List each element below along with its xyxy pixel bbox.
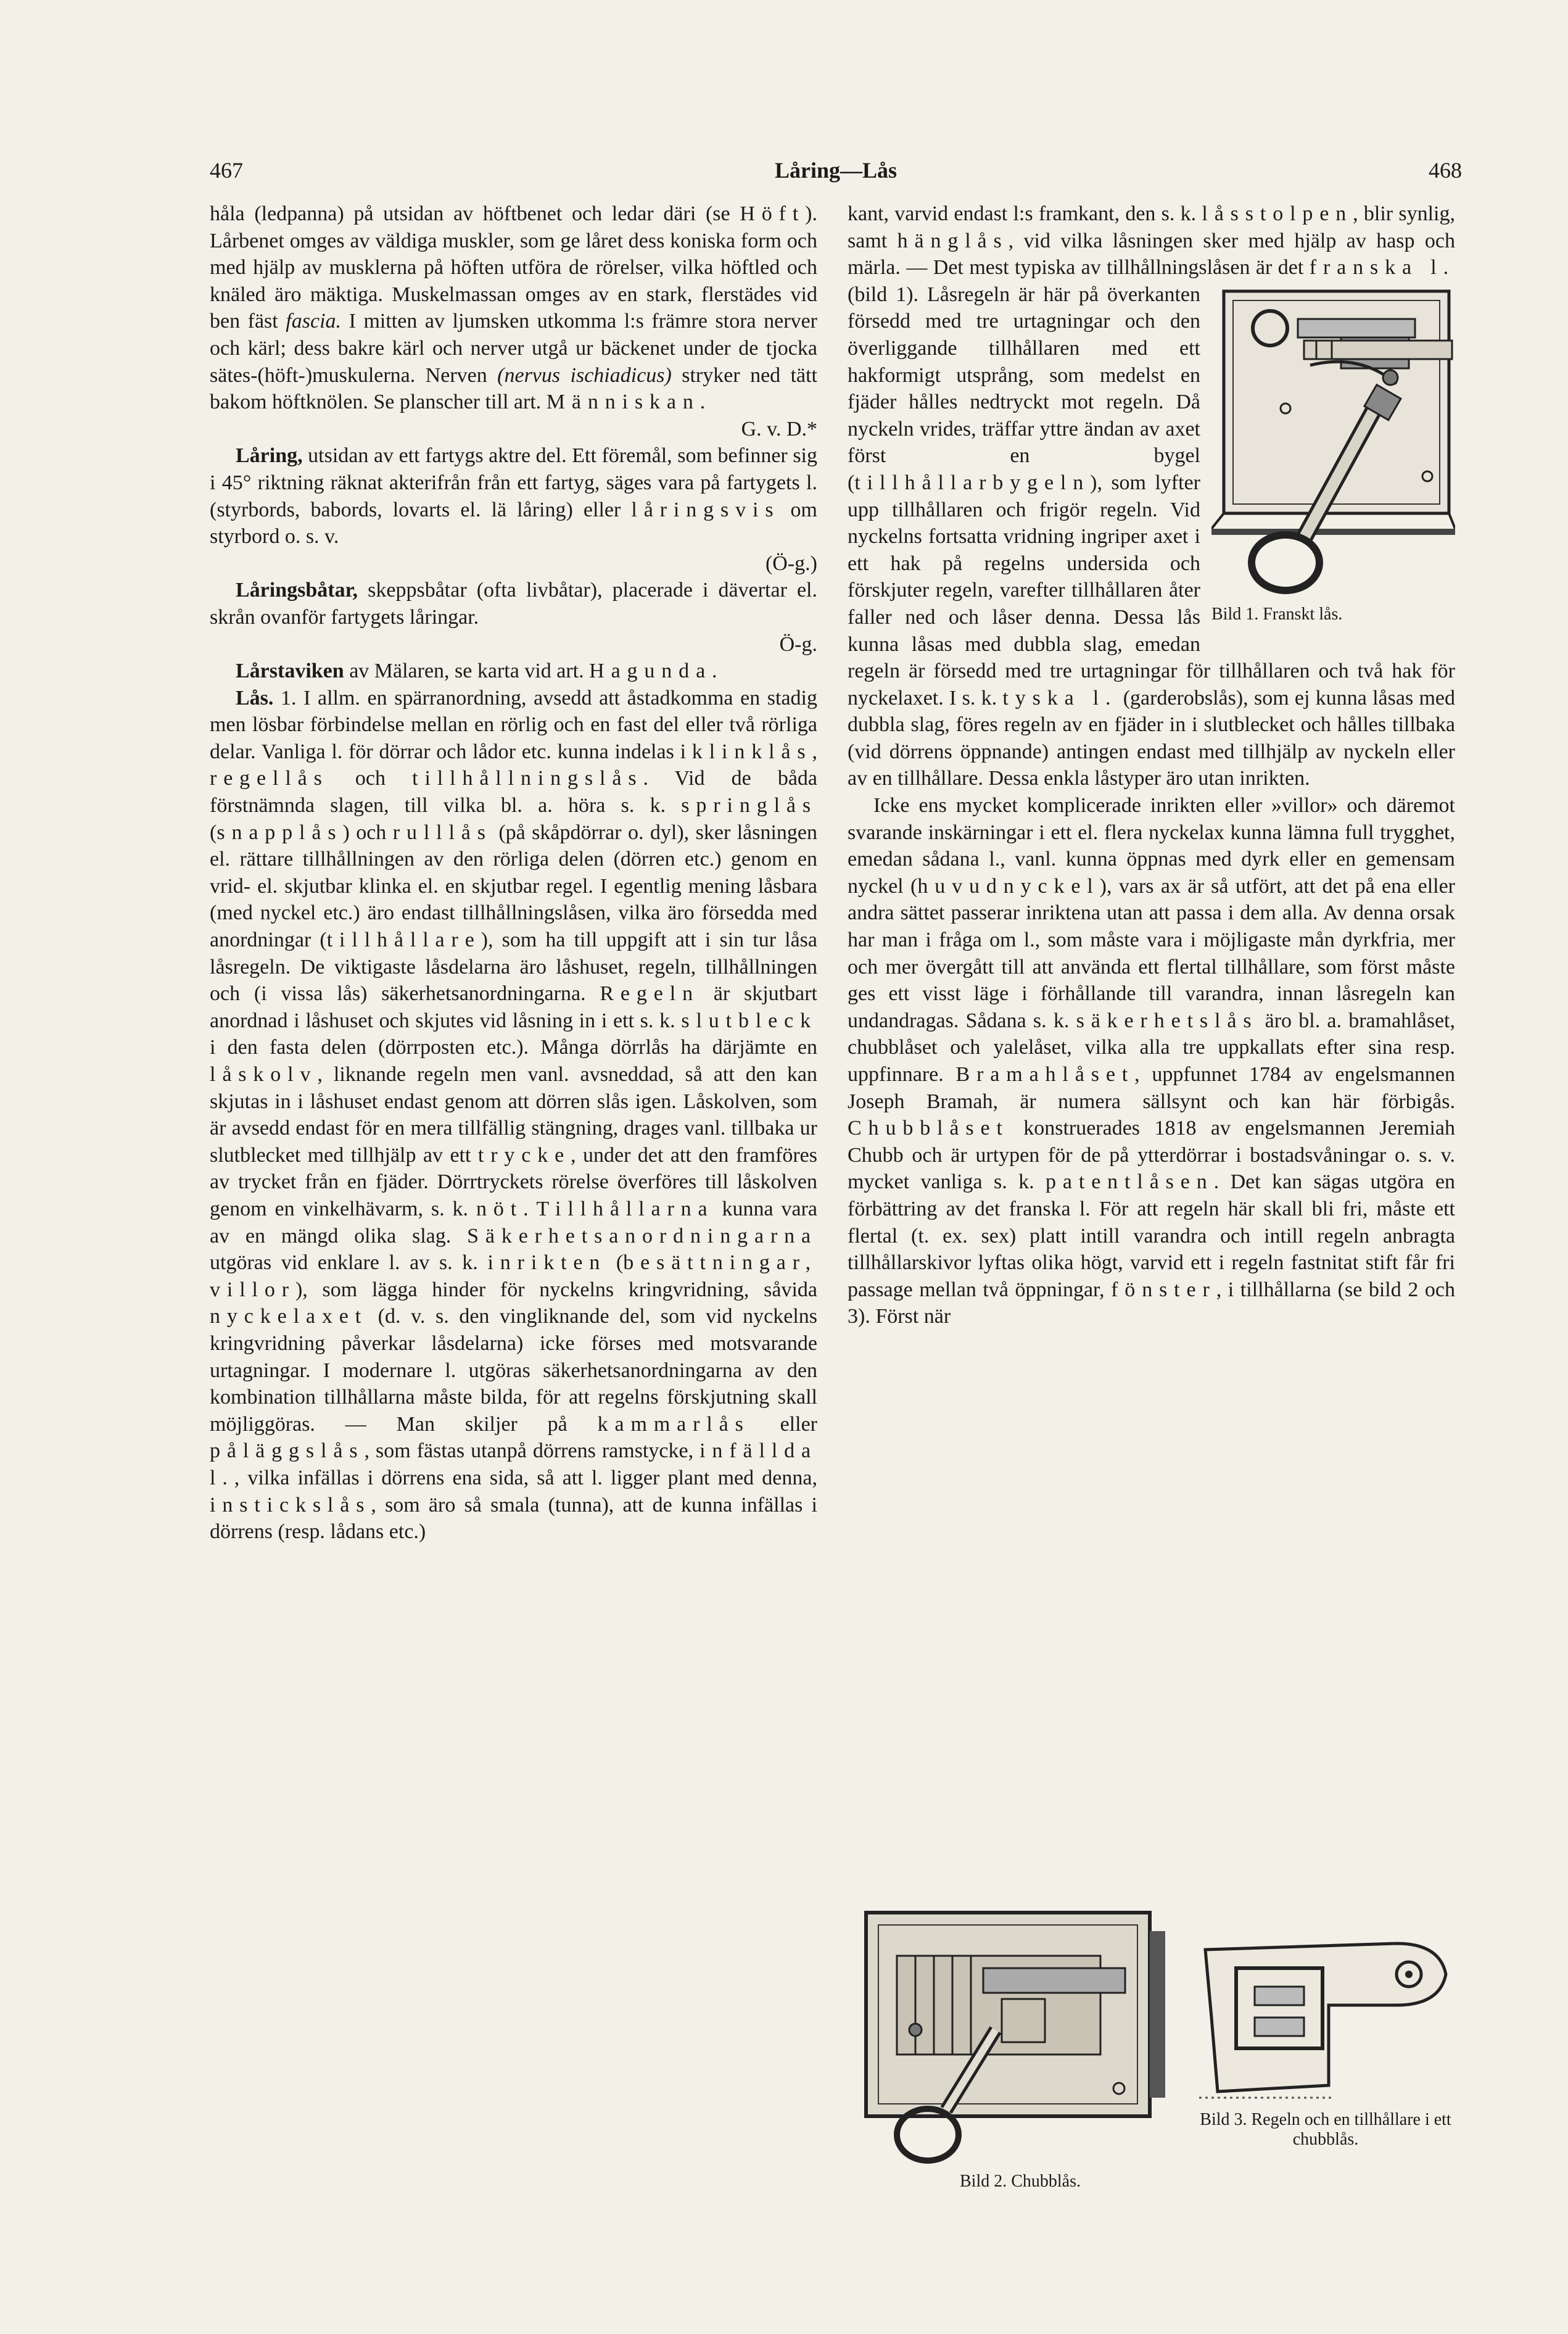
french-lock-illustration xyxy=(1211,285,1455,600)
figure-caption-1: Bild 1. Franskt lås. xyxy=(1211,604,1343,624)
left-page-number: 467 xyxy=(210,158,243,183)
cross-ref-hagunda: Hagunda. xyxy=(589,660,724,683)
figure-caption-3: Bild 3. Regeln och en tillhållare i ett chubblås. xyxy=(1200,2110,1451,2149)
headword-laring: Låring, xyxy=(236,444,303,468)
headword-laringsbatar: Låringsbåtar, xyxy=(236,579,358,602)
running-title: Låring—Lås xyxy=(774,158,897,183)
entry-las: Lås. 1. I allm. en spärranordning, avsedd att åstadkomma en stadig men lösbar förbindelse mellan en rörlig och en fast del eller två rörliga delar. Vanliga l. för dörrar och lådor etc. kunna indelas i klinklås, regellås och tillhållningslås. Vid de båda förstnämnda slagen, till vilka bl. a. höra s. k. springlås (snapplås) och rulllås (på skåpdörrar o. dyl), sker låsningen el. rättare tillhållningen av den rörliga delen (dörren etc.) genom en vrid- el. skjutbar klinka el. en skjutbar regel. I egentlig mening låsbara (med nyckel etc.) äro endast tillhållningslåsen, vilka äro försedda med anordningar (tillhållare), som ha till uppgift att i sin tur låsa låsregeln. De viktigaste låsdelarna äro låshuset, regeln, tillhållningen och (i vissa lås) säkerhetsanordningarna. Regeln är skjutbart anordnad i låshuset och skjutes vid låsning in i ett s. k. slutbleck i den fasta delen (dörrposten etc.). Många dörrlås ha därjämte en låskolv, liknande regeln men vanl. avsneddad, så att den kan skjutas in i låshuset endast genom att dörren slås igen. Låskolven, som är avsedd endast för en mera tillfällig stängning, drages vanl. tillbaka ur slutblecket med tillhjälp av ett trycke, under det att den framföres av trycket från en fjäder. Dörrtryckets rörelse överföres till låskolven genom en vinkelhävarm, s. k. nöt. Tillhållarna kunna vara av en mängd olika slag. Säkerhetsanordningarna utgöras vid enklare l. av s. k. inrikten (besättningar, villor), som lägga hinder för nyckelns kringvridning, såvida nyckelaxet (d. v. s. den vingliknande del, som vid nyckelns kringvridning påverkar låsdelarna) icke förses med motsvarande urtagningar. I modernare l. utgöras säkerhetsanordningarna av den kombination tillhållarna måste bilda, för att regelns förskjutning skall möjliggöras. — Man skiljer på kammarlås eller påläggslås, som fästas utanpå dörrens ramstycke, infällda l., vilka infällas i dörrens ena sida, så att l. ligger plant med denna, instickslås, som äro så smala (tunna), att de kunna infällas i dörrens (resp. lådans etc.) xyxy=(210,686,817,1544)
figure-chubblas xyxy=(860,1906,1181,2191)
entry-las-continued: kant, varvid endast l:s framkant, den s. k. låsstolpen, blir synlig, samt hänglås, vid vilka låsningen sker med hjälp av hasp och märla. — Det mest typiska av tillhållningslåsen är det Bild 1. Franskt lås. franska l. (bild 1). Låsregeln är här på överkanten försedd med tre urtagningar och den överliggande tillhållaren med ett hakformigt utsprång, som medelst en fjäder hålles nedtryckt mot regeln. Då nyckeln vrides, träffar yttre ändan av axet först en bygel (tillhållarbygeln), som lyfter upp tillhållaren och frigör regeln. Vid nyckelns fortsatta vridning ingriper axet i ett hak på regelns undersida och förskjuter regeln, varefter tillhållaren åter faller ned och låser denna. Dessa lås kunna låsas med dubbla slag, emedan regeln är försedd med tre urtagningar för tillhållaren och två hak för nyckelaxet. I s. k. tyska l. (garderobslås), som ej kunna låsas med dubbla slag, föres regeln av en fjäder in i slutblecket och hålles tillbaka (vid dörrens öppnande) antingen endast med tillhjälp av nyckeln eller av en tillhållare. Dessa enkla låstyper äro utan inrikten. xyxy=(848,202,1455,790)
figure-franskt-las xyxy=(1211,285,1455,631)
entry-laring-ship: Låring, utsidan av ett fartygs aktre del. Ett föremål, som befinner sig i 45° riktning räknat akterifrån från ett fartyg, säges vara på fartygets l. (styrbords, babords, lovarts el. lä låring) eller låringsvis om styrbord o. s. v. (Ö-g.) xyxy=(210,442,817,577)
figure-chubb-regel xyxy=(1193,1919,1458,2150)
headword-las: Lås. xyxy=(236,686,274,710)
bottom-figures xyxy=(848,1906,1455,2252)
chubb-lock-illustration xyxy=(860,1906,1168,2172)
right-column xyxy=(848,201,1455,1903)
author-signature: Ö-g. xyxy=(779,632,817,656)
cross-ref-manniskan: Människan. xyxy=(546,391,712,414)
left-column xyxy=(210,201,817,2255)
entry-las-security: Icke ens mycket komplicerade inrikten eller »villor» och däremot svarande inskärningar i ett el. flera nyckelax kunna lämna full trygghet, emedan sådana l., vanl. kunna öppnas med dyrk eller en gemensam nyckel (huvudnyckel), vars ax är så utfört, att det på ena eller andra sättet passerar inriktena utan att passa i dem alla. Av denna orsak har man i fråga om l., som måste vara i möjligaste mån dyrkfria, mer och mer övergått till att använda ett flertal tillhållare, som först måste ges ett visst läge i förhållande till varandra, innan låsregeln kan undandragas. Sådana s. k. säkerhetslås äro bl. a. bramahlåset, chubblåset och yalelåset, vilka alla tre uppkallats efter sina resp. uppfinnare. Bramahlåset, uppfunnet 1784 av engelsmannen Joseph Bramah, är numera sällsynt och kan här förbigås. Chubblåset konstruerades 1818 av engelsmannen Jeremiah Chubb och är urtypen för de på ytterdörrar i bostadsvåningar o. s. v. mycket vanliga s. k. patentlåsen. Det kan sägas utgöra en förbättring av det franska l. För att regeln här skall bli fri, måste ett flertal (t. ex. sex) platt intill varandra och intill regeln anbragta tillhållarskivor lyftas olika högt, varvid ett i regeln fastnitat stift får fri passage mellan två öppningar, fönster, i tillhållarna (se bild 2 och 3). Först när xyxy=(848,794,1455,1328)
right-page-number: 468 xyxy=(1429,158,1462,183)
author-signature: (Ö-g.) xyxy=(765,552,817,575)
page-header xyxy=(210,157,1462,188)
bolt-and-lever-illustration xyxy=(1193,1919,1452,2110)
entry-laring-anatomy: håla (ledpanna) på utsidan av höftbenet och ledar däri (se Höft). Lårbenet omges av väldiga muskler, som ge låret dess koniska form och med hjälp av musklerna på höften utföra de rörelser, vilka höftled och knäled äro mäktiga. Muskelmassan omges av en stark, flerstädes vid ben fäst fascia. I mitten av ljumsken utkomma l:s främre stora nerver och kärl; dess bakre kärl och nerver utgå ur bäckenet under de tjocka sätes-(höft-)muskulerna. Nerven (nervus ischiadicus) stryker ned tätt bakom höftknölen. Se planscher till art. Människan. G. v. D.* xyxy=(210,201,817,442)
figure-caption-2: Bild 2. Chubblås. xyxy=(959,2172,1081,2191)
headword-larstaviken: Lårstaviken xyxy=(236,660,344,683)
author-signature: G. v. D.* xyxy=(741,417,817,441)
cross-ref-hoft: Höft xyxy=(740,202,806,225)
entry-laringsbatar: Låringsbåtar, skeppsbåtar (ofta livbåtar), placerade i dävertar el. skrån ovanför fartygets låringar. Ö-g. xyxy=(210,577,817,658)
entry-larstaviken: Lårstaviken av Mälaren, se karta vid art. Hagunda. xyxy=(236,660,724,683)
